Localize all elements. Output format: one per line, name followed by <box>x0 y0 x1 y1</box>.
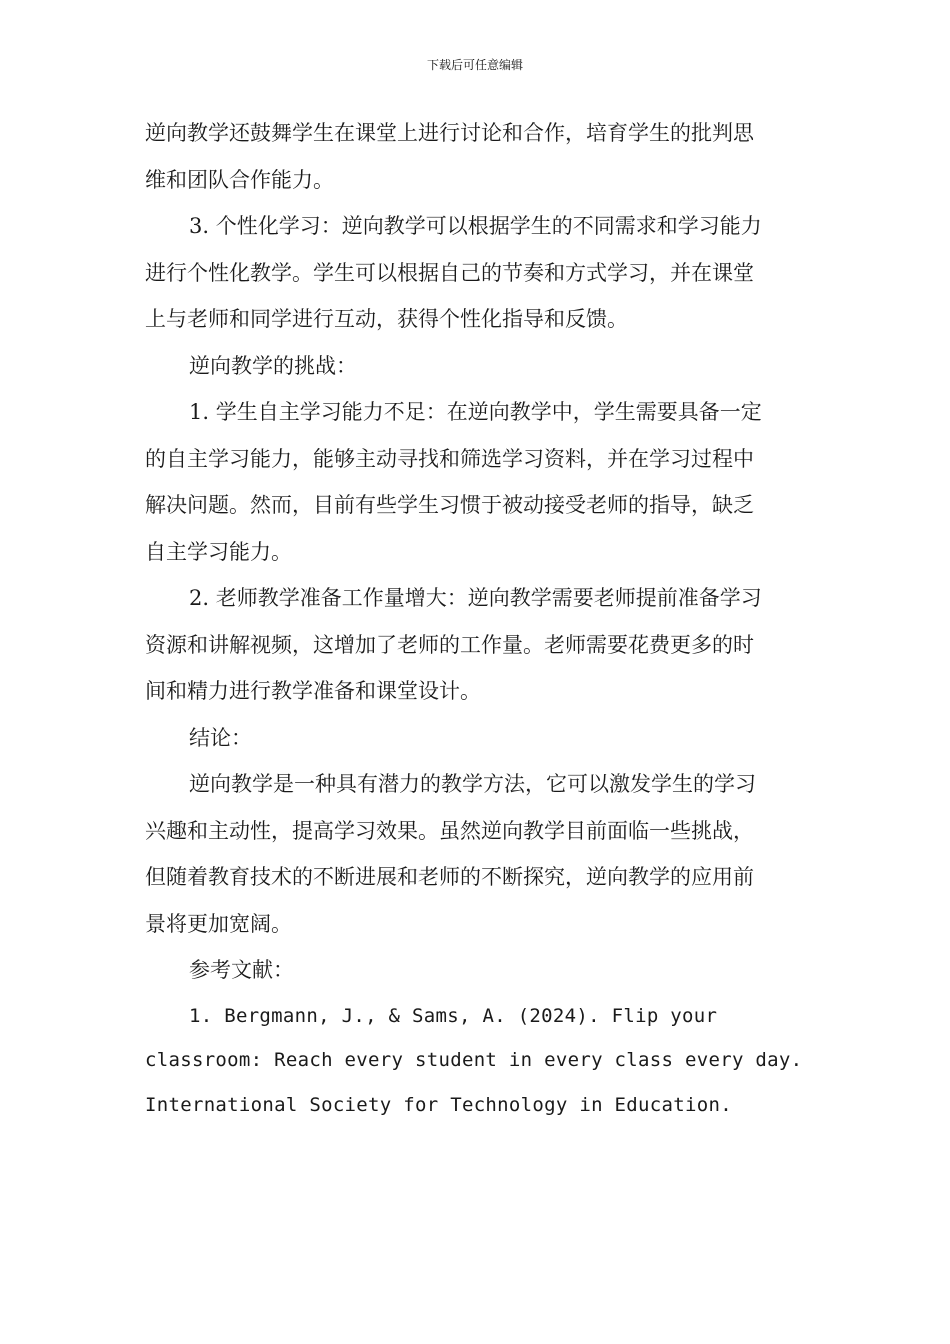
paragraph-personalized-learning <box>145 203 810 343</box>
text-line: 维和团队合作能力。 <box>145 167 334 192</box>
text-line: 逆向教学还鼓舞学生在课堂上进行讨论和合作，培育学生的批判思 <box>145 121 754 145</box>
reference-line: 1. Bergmann, J., & Sams, A. (2024). Flip your <box>189 1004 718 1027</box>
text-line: 进行个性化教学。学生可以根据自己的节奏和方式学习，并在课堂 <box>145 260 754 285</box>
heading-conclusion <box>145 715 810 762</box>
text-line: 2. 老师教学准备工作量增大：逆向教学需要老师提前准备学习 <box>189 586 762 610</box>
text-line: 1. 学生自主学习能力不足：在逆向教学中，学生需要具备一定 <box>189 400 762 424</box>
heading-challenges <box>145 343 810 390</box>
heading-references <box>145 947 810 994</box>
text-line: 景将更加宽阔。 <box>145 911 292 936</box>
text-line: 间和精力进行教学准备和课堂设计。 <box>145 679 481 703</box>
text-line: 逆向教学是一种具有潜力的教学方法，它可以激发学生的学习 <box>189 772 756 796</box>
paragraph-discussion <box>145 110 810 203</box>
reference-line: International Society for Technology in Education. <box>145 1093 732 1116</box>
reference-line: classroom: Reach every student in every class every day. <box>145 1049 803 1071</box>
text-line: 逆向教学的挑战： <box>189 353 357 378</box>
text-line: 资源和讲解视频，这增加了老师的工作量。老师需要花费更多的时 <box>145 632 754 657</box>
text-line: 自主学习能力。 <box>145 539 292 564</box>
text-line: 上与老师和同学进行互动，获得个性化指导和反馈。 <box>145 307 628 331</box>
text-line: 兴趣和主动性，提高学习效果。虽然逆向教学目前面临一些挑战， <box>145 818 754 843</box>
text-line: 解决问题。然而，目前有些学生习惯于被动接受老师的指导，缺乏 <box>145 493 754 517</box>
paragraph-challenge-1 <box>145 389 810 575</box>
reference-entry <box>145 994 810 1128</box>
document-body <box>145 110 810 1127</box>
text-line: 3. 个性化学习：逆向教学可以根据学生的不同需求和学习能力 <box>189 214 762 238</box>
text-line: 参考文献： <box>189 958 294 982</box>
text-line: 结论： <box>189 725 252 750</box>
text-line: 的自主学习能力，能够主动寻找和筛选学习资料，并在学习过程中 <box>145 446 754 471</box>
paragraph-challenge-2 <box>145 575 810 715</box>
text-line: 但随着教育技术的不断进展和老师的不断探究，逆向教学的应用前 <box>145 865 754 889</box>
paragraph-conclusion <box>145 761 810 947</box>
page-header: 下载后可任意编辑 <box>426 58 523 72</box>
